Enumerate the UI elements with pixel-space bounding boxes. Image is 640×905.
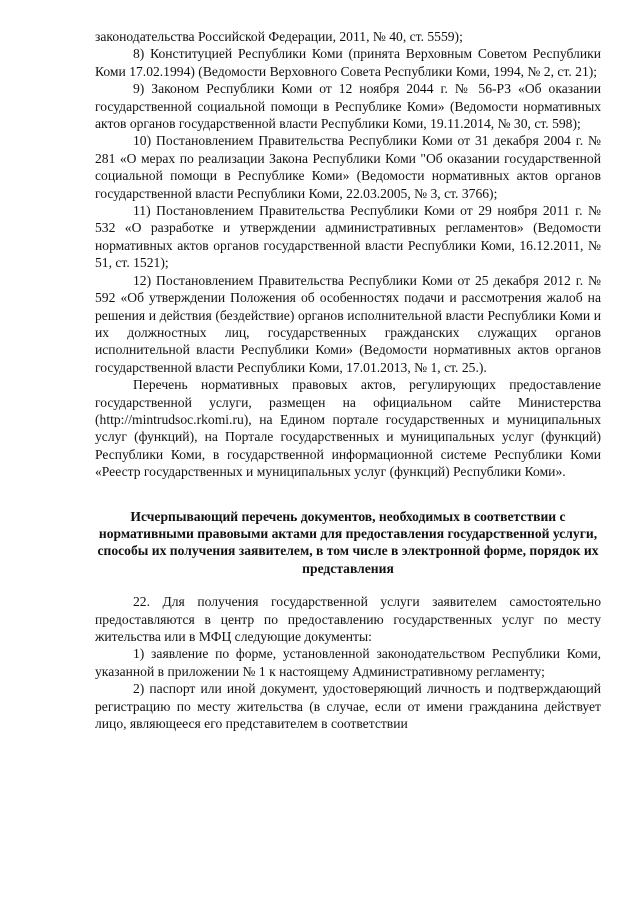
paragraph-22: 22. Для получения государственной услуги заявителем самостоятельно предоставляются в центр по предоставлению государственных услуг по месту жительства или в МФЦ следующие документы: <box>95 594 601 644</box>
list-item-9: 9) Законом Республики Коми от 12 ноября 2044 г. № 56-РЗ «Об оказании государственной социальной помощи в Республике Коми» (Ведомости нормативных актов органов государственной власти Республики Коми, 19.11.2014, № 30, ст. 598); <box>95 81 601 132</box>
list-item-12: 12) Постановлением Правительства Республики Коми от 25 декабря 2012 г. № 592 «Об утверждении Положения об особенностях подачи и рассмотрения жалоб на решения и действия (бездействие) органов исполнительной власти Республики Коми и их должностных лиц, государственных гражданских служащих органов исполнительной власти Республики Коми» (Ведомости нормативных актов органов государственной власти Республики Коми, 17.01.2013, № 1, ст. 25.). <box>95 272 601 375</box>
section-heading: Исчерпывающий перечень документов, необходимых в соответствии с нормативными правовыми актами для предоставления государственной услуги, способы их получения заявителем, в том числе в электронной форме, порядок их представления <box>97 508 599 576</box>
paragraph-acts-list: Перечень нормативных правовых актов, регулирующих предоставление государственной услуги, размещен на официальном сайте Министерства (http://mintrudsoc.rkomi.ru), на Едином портале государственных и муниципальных услуг (функций), на Портале государственных и муниципальных услуг (функций) Республики Коми, в государственной информационной системе Республики Коми «Реестр государственных и муниципальных услуг (функций) Республики Коми». <box>95 377 601 480</box>
spacer <box>95 577 601 593</box>
list-item-2: 2) паспорт или иной документ, удостоверяющий личность и подтверждающий регистрацию по месту жительства (в случае, если от имени гражданина действует лицо, являющееся его представителем в соответствии <box>95 681 601 732</box>
document-page <box>95 28 601 732</box>
list-item-8: 8) Конституцией Республики Коми (принята Верховным Советом Республики Коми 17.02.1994) (Ведомости Верховного Совета Республики Коми, 1994, № 2, ст. 21); <box>95 46 601 79</box>
list-item-11: 11) Постановлением Правительства Республики Коми от 29 ноября 2011 г. № 532 «О разработке и утверждении административных регламентов» (Ведомости нормативных актов органов государственной власти Республики Коми, 16.12.2011, № 51, ст. 1521); <box>95 203 601 271</box>
paragraph-continuation: законодательства Российской Федерации, 2011, № 40, ст. 5559); <box>95 29 463 44</box>
list-item-10: 10) Постановлением Правительства Республики Коми от 31 декабря 2004 г. № 281 «О мерах по реализации Закона Республики Коми "Об оказании государственной социальной помощи в Республике Коми» (Ведомости нормативных актов органов государственной власти Республики Коми, 22.03.2005, № 3, ст. 3766); <box>95 133 601 201</box>
list-item-1: 1) заявление по форме, установленной законодательством Республики Коми, указанной в приложении № 1 к настоящему Административному регламенту; <box>95 646 601 679</box>
